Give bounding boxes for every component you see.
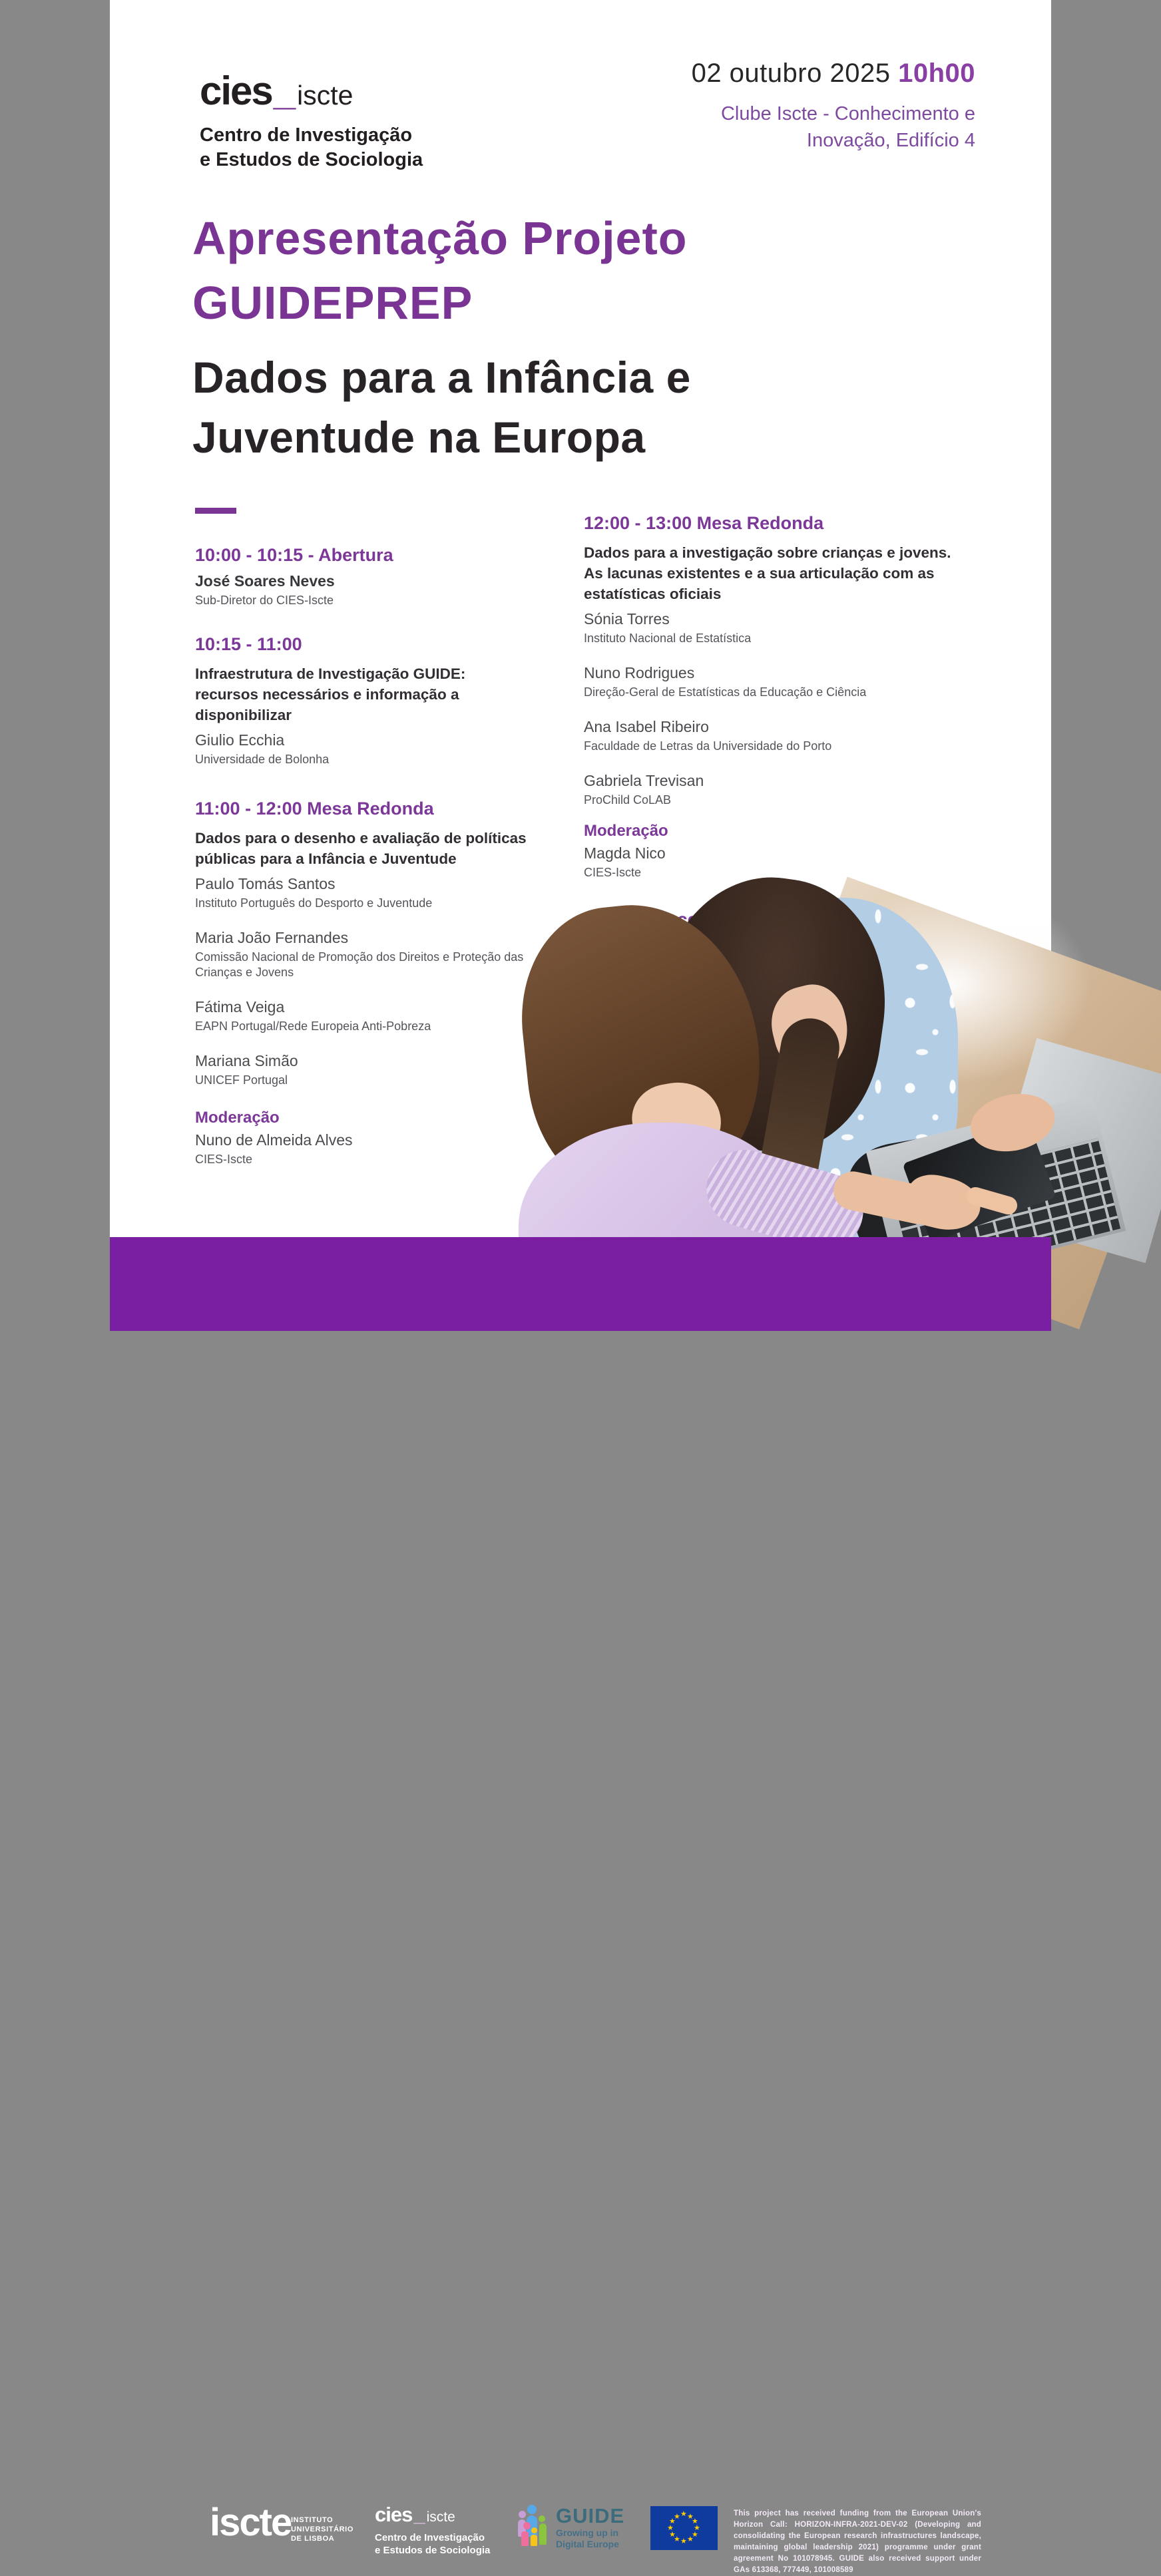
cies-subtitle	[200, 123, 423, 172]
session2-talk-title: Infraestrutura de Investigação GUIDE: recursos necessários e informação a disponibilizar	[195, 665, 466, 723]
eu-star-icon: ★	[669, 2517, 676, 2525]
session1-heading: 10:00 - 10:15 - Abertura	[195, 545, 393, 565]
cies-footer-subtitle-line1: Centro de Investigação	[375, 2532, 485, 2543]
moderator-name: Nuno de Almeida Alves	[195, 1131, 353, 1149]
event-time: 10h00	[898, 59, 975, 88]
cies-underscore: _	[413, 2503, 425, 2526]
speaker-name: Sónia Torres	[584, 610, 670, 628]
guide-tagline-line2: Digital Europe	[556, 2539, 619, 2549]
event-venue-line1: Clube Iscte - Conhecimento e	[720, 103, 975, 124]
programme-column-left	[195, 544, 528, 1167]
guide-tagline-line1: Growing up in	[556, 2527, 619, 2538]
iscte-subtitle-line1: INSTITUTO	[291, 2516, 334, 2524]
title-line1: Apresentação Projeto	[192, 212, 688, 264]
speaker-affiliation: Instituto Português do Desporto e Juventude	[195, 896, 433, 910]
guide-logo-text	[556, 2505, 624, 2550]
session4-heading: 12:00 - 13:00 Mesa Redonda	[584, 513, 824, 533]
eu-flag-icon	[650, 2506, 718, 2550]
speaker-affiliation: Comissão Nacional de Promoção dos Direitos e Proteção das Crianças e Jovens	[195, 950, 524, 979]
cies-iscte-logo	[200, 68, 423, 172]
session4-talk-title: Dados para a investigação sobre crianças e jovens. As lacunas existentes e a sua articulação com as estatísticas oficiais	[584, 544, 951, 602]
guide-wordmark: GUIDE	[556, 2504, 625, 2527]
event-venue	[576, 100, 975, 154]
iscte-wordmark-text: iscte	[297, 80, 353, 110]
eu-star-icon: ★	[692, 2531, 698, 2539]
event-photo	[572, 924, 1051, 1234]
eu-star-icon: ★	[674, 2513, 680, 2521]
session2-affiliation: Universidade de Bolonha	[195, 753, 330, 766]
cies-footer-subtitle	[375, 2531, 490, 2557]
cies-wordmark	[200, 68, 423, 114]
title-line2: GUIDEPREP	[192, 277, 473, 329]
cies-footer-wordmark	[375, 2503, 490, 2527]
programme-column-right	[584, 512, 967, 930]
event-venue-line2: Inovação, Edifício 4	[806, 130, 975, 151]
speaker-affiliation: UNICEF Portugal	[195, 1073, 288, 1087]
guide-people-icon	[517, 2505, 549, 2547]
session1-speaker: José Soares Neves	[195, 572, 335, 590]
moderator-name: Magda Nico	[584, 844, 666, 862]
eu-star-icon: ★	[667, 2524, 674, 2532]
moderation-label: Moderação	[195, 1109, 280, 1127]
eu-star-icon: ★	[680, 2510, 687, 2518]
session2-speaker: Giulio Ecchia	[195, 731, 285, 749]
cies-wordmark-text: cies	[200, 69, 272, 113]
cies-underscore: _	[273, 69, 296, 113]
guide-logo	[517, 2505, 624, 2550]
speaker-name: Fátima Veiga	[195, 998, 285, 1015]
cies-subtitle-line1: Centro de Investigação	[200, 124, 413, 146]
session3-talk-title: Dados para o desenho e avaliação de políticas públicas para a Infância e Juventude	[195, 830, 527, 867]
subtitle-line2: Juventude na Europa	[192, 413, 646, 462]
speaker-affiliation: Instituto Nacional de Estatística	[584, 632, 752, 645]
speaker-name: Maria João Fernandes	[195, 929, 349, 946]
cies-wordmark-text: cies	[375, 2503, 413, 2526]
accent-dash	[195, 508, 236, 514]
iscte-logo-subtitle	[291, 2515, 353, 2543]
cies-footer-subtitle-line2: e Estudos de Sociologia	[375, 2545, 491, 2556]
speaker-name: Paulo Tomás Santos	[195, 875, 336, 892]
poster-title	[192, 206, 691, 467]
iscte-wordmark-text: iscte	[426, 2509, 455, 2525]
event-date-line	[576, 59, 975, 89]
cies-footer-logo	[375, 2503, 490, 2557]
eu-star-icon: ★	[674, 2535, 680, 2543]
eu-star-icon: ★	[687, 2535, 694, 2543]
event-poster	[110, 0, 1051, 2574]
iscte-subtitle-line2: UNIVERSITÁRIO	[291, 2525, 353, 2533]
speaker-name: Nuno Rodrigues	[584, 664, 695, 681]
cies-subtitle-line2: e Estudos de Sociologia	[200, 149, 423, 170]
eu-star-icon: ★	[669, 2531, 676, 2539]
speaker-affiliation: Faculdade de Letras da Universidade do Porto	[584, 739, 832, 753]
session3-heading: 11:00 - 12:00 Mesa Redonda	[195, 799, 434, 819]
iscte-subtitle-line3: DE LISBOA	[291, 2535, 335, 2543]
speaker-name: Mariana Simão	[195, 1052, 298, 1069]
eu-star-icon: ★	[694, 2524, 700, 2532]
eu-star-icon: ★	[687, 2513, 694, 2521]
funding-statement: This project has received funding from the European Union's Horizon Call: HORIZON-INFRA-2021-DEV-02 (Developing and consolidating the European research infrastructures landscape, maintaining global leadership 2021) programme under grant agreement No 101078945. GUIDE also received support under GAs 613368, 777449, 101008589	[734, 2509, 981, 2574]
speaker-affiliation: EAPN Portugal/Rede Europeia Anti-Pobreza	[195, 1019, 431, 1033]
iscte-logo: iscte	[210, 2501, 292, 2544]
moderator-affiliation: CIES-Iscte	[584, 866, 642, 879]
event-meta	[576, 59, 975, 154]
moderator-affiliation: CIES-Iscte	[195, 1153, 253, 1166]
footer-band	[110, 1237, 1051, 2574]
event-date: 02 outubro 2025	[691, 59, 891, 88]
moderation-label: Moderação	[584, 822, 668, 840]
speaker-affiliation: Direção-Geral de Estatísticas da Educação e Ciência	[584, 685, 867, 699]
subtitle-line1: Dados para a Infância e	[192, 353, 691, 402]
speaker-name: Gabriela Trevisan	[584, 772, 704, 789]
eu-star-icon: ★	[680, 2537, 687, 2545]
speaker-name: Ana Isabel Ribeiro	[584, 718, 709, 735]
eu-star-icon: ★	[692, 2517, 698, 2525]
session2-heading: 10:15 - 11:00	[195, 634, 302, 654]
speaker-affiliation: ProChild CoLAB	[584, 793, 672, 807]
session1-affiliation: Sub-Diretor do CIES-Iscte	[195, 594, 334, 607]
